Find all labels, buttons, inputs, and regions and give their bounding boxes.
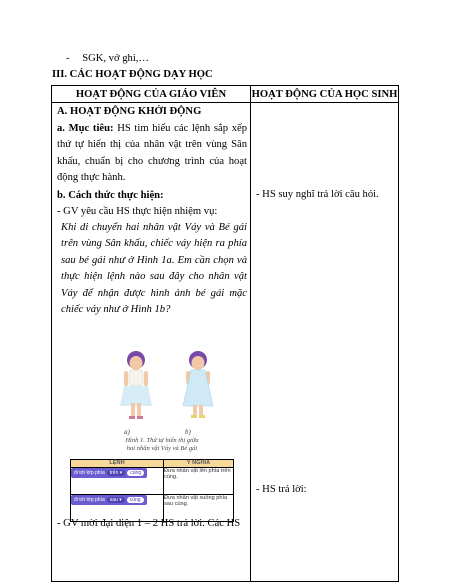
meaning-header: Ý NGHĨA	[164, 460, 234, 468]
layer-dropdown: sau ▾	[107, 497, 125, 503]
figure-caption-2: hai nhân vật Váy và Bé gái	[126, 445, 198, 452]
question-text: Khi di chuyển hai nhân vật Váy và Bé gái trên vùng Sân khấu, chiếc váy hiện ra phía sau bé gái như ở Hình 1a. Em cần chọn và thực hiện lệnh nào sau đây cho nhân vật Váy để nhận được hình ảnh bé gái mặc chiếc váy như ở Hình 1b?	[61, 222, 247, 316]
teacher-column-header: HOẠT ĐỘNG CỦA GIÁO VIÊN	[52, 86, 251, 103]
meaning-text: Đưa nhân vật lên phía trên cùng.	[164, 468, 234, 495]
command-row	[71, 468, 234, 495]
materials-bullet	[66, 53, 149, 64]
girl-a-image	[120, 351, 152, 419]
go-to-front-layer-block: đi tới lớp phía trên ▾ cùng	[71, 468, 147, 478]
activities-table	[51, 85, 399, 582]
student-column-header: HOẠT ĐỘNG CỦA HỌC SINH	[251, 86, 399, 103]
goal-text: HS tìm hiểu các lệnh sắp xếp thứ tự hiển thị của nhân vật trên vùng Sân khấu, chuẩn bị cho chương trình của hoạt động thực hành.	[57, 123, 247, 184]
teacher-cell	[52, 103, 251, 582]
activity-heading: A. HOẠT ĐỘNG KHỞI ĐỘNG	[57, 106, 202, 117]
label-a: a)	[124, 428, 130, 436]
bullet-dash: -	[66, 53, 70, 64]
bullet-text: SGK, vở ghi,…	[82, 53, 150, 64]
student-reply-1: - HS suy nghĩ trả lời câu hỏi.	[256, 189, 379, 200]
girl-b-image	[183, 351, 213, 418]
closing-text: - GV mời đại diện 1 – 2 HS trả lời. Các HS	[57, 518, 241, 529]
section-title: III. CÁC HOẠT ĐỘNG DẠY HỌC	[52, 69, 213, 80]
figure-caption-1: Hình 1. Thứ tự hiển thị giữa	[125, 437, 199, 444]
command-header: LỆNH	[71, 460, 164, 468]
go-to-back-layer-block: đi tới lớp phía sau ▾ cùng	[71, 495, 147, 505]
goal-paragraph	[57, 121, 247, 187]
figure-illustration	[102, 348, 232, 428]
meaning-text: Đưa nhân vật xuống phía sau cùng.	[164, 495, 234, 522]
student-reply-2: - HS trả lời:	[256, 484, 307, 495]
student-cell	[251, 103, 399, 582]
command-table	[70, 459, 234, 522]
goal-label: a. Mục tiêu:	[57, 123, 114, 134]
method-label: b. Cách thức thực hiện:	[57, 190, 164, 201]
task-text: - GV yêu cầu HS thực hiện nhiệm vụ:	[57, 206, 218, 217]
label-b: b)	[185, 428, 191, 436]
layer-dropdown: trên ▾	[107, 470, 126, 476]
